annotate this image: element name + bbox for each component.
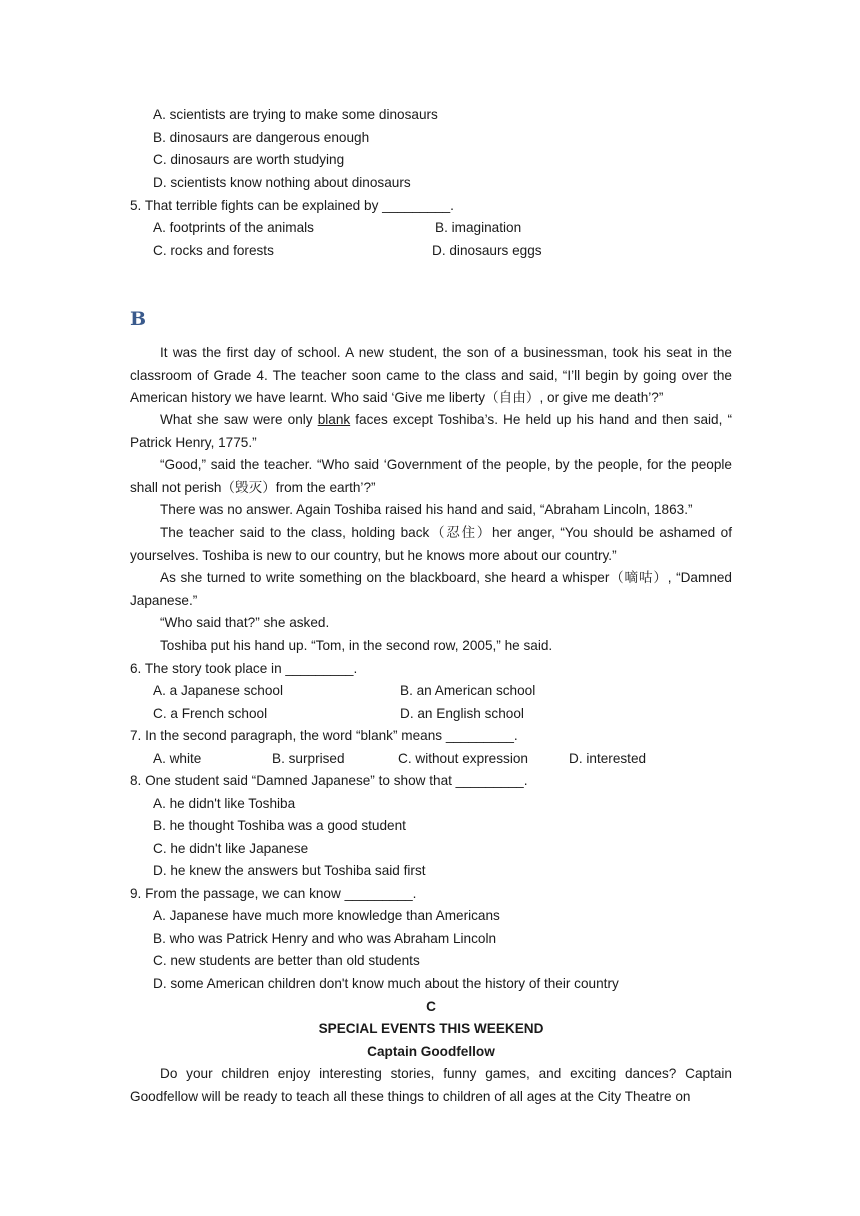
q8-option-d: D. he knew the answers but Toshiba said first bbox=[153, 863, 426, 878]
q7-option-b: B. surprised bbox=[272, 751, 345, 766]
q4-option-d: D. scientists know nothing about dinosaurs bbox=[153, 175, 411, 190]
section-c-title: SPECIAL EVENTS THIS WEEKEND bbox=[318, 1021, 544, 1036]
q8-option-c: C. he didn't like Japanese bbox=[153, 841, 309, 856]
q4-option-a: A. scientists are trying to make some dinosaurs bbox=[153, 107, 438, 122]
q5-option-b: B. imagination bbox=[435, 220, 522, 235]
q9-option-c: C. new students are better than old students bbox=[153, 953, 420, 968]
passage-b-paragraph-7: “Who said that?” she asked. bbox=[160, 615, 330, 630]
q6-option-d: D. an English school bbox=[400, 706, 524, 721]
q8-stem: 8. One student said “Damned Japanese” to show that _________. bbox=[130, 773, 528, 788]
q5-option-d: D. dinosaurs eggs bbox=[432, 243, 542, 258]
q9-option-a: A. Japanese have much more knowledge than Americans bbox=[153, 908, 500, 923]
q4-option-b: B. dinosaurs are dangerous enough bbox=[153, 130, 370, 145]
q6-option-c: C. a French school bbox=[153, 706, 268, 721]
q4-option-c: C. dinosaurs are worth studying bbox=[153, 152, 345, 167]
passage-b-paragraph-4: There was no answer. Again Toshiba raised his hand and said, “Abraham Lincoln, 1863.” bbox=[160, 502, 693, 517]
passage-b-paragraph-3: “Good,” said the teacher. “Who said ‘Government of the people, by the people, for the people shall not perish（毁灭）from the earth’?” bbox=[130, 457, 732, 495]
q8-option-b: B. he thought Toshiba was a good student bbox=[153, 818, 406, 833]
passage-b-paragraph-2 bbox=[130, 409, 732, 454]
passage-b-paragraph-8: Toshiba put his hand up. “Tom, in the second row, 2005,” he said. bbox=[160, 638, 553, 653]
q6-option-a: A. a Japanese school bbox=[153, 683, 283, 698]
underlined-word-blank: blank bbox=[317, 412, 351, 427]
q9-stem: 9. From the passage, we can know _________. bbox=[130, 886, 417, 901]
section-c-subtitle: Captain Goodfellow bbox=[367, 1044, 495, 1059]
q9-option-b: B. who was Patrick Henry and who was Abraham Lincoln bbox=[153, 931, 497, 946]
q7-option-c: C. without expression bbox=[398, 751, 528, 766]
q9-option-d: D. some American children don't know much about the history of their country bbox=[153, 976, 619, 991]
section-b-heading: B bbox=[130, 308, 147, 330]
q8-option-a: A. he didn't like Toshiba bbox=[153, 796, 296, 811]
q6-option-b: B. an American school bbox=[400, 683, 536, 698]
q5-option-c: C. rocks and forests bbox=[153, 243, 274, 258]
q7-stem: 7. In the second paragraph, the word “blank” means _________. bbox=[130, 728, 518, 743]
paragraph-2-text-end: faces except Toshiba’s. He held up his hand and then said, “ Patrick Henry, 1775.” bbox=[130, 412, 732, 450]
passage-b-paragraph-6: As she turned to write something on the blackboard, she heard a whisper（嘀咕）, “Damned Japanese.” bbox=[130, 570, 732, 608]
q5-option-a: A. footprints of the animals bbox=[153, 220, 314, 235]
q6-stem: 6. The story took place in _________. bbox=[130, 661, 358, 676]
passage-b-paragraph-1: It was the first day of school. A new student, the son of a businessman, took his seat in the classroom of Grade 4. The teacher soon came to the class and said, “I’ll begin by going over the American history we have learnt. Who said ‘Give me liberty（自由）, or give me death’?” bbox=[130, 345, 732, 406]
passage-c-paragraph-1: Do your children enjoy interesting stories, funny games, and exciting dances? Captain Goodfellow will be ready to teach all these things to children of all ages at the City Theatre on bbox=[130, 1066, 732, 1104]
q7-option-a: A. white bbox=[153, 751, 202, 766]
section-c-heading: C bbox=[426, 999, 436, 1014]
q5-stem: 5. That terrible fights can be explained by _________. bbox=[130, 198, 454, 213]
passage-b-paragraph-5: The teacher said to the class, holding back（忍住）her anger, “You should be ashamed of yourselves. Toshiba is new to our country, but he knows more about our country.” bbox=[130, 525, 732, 563]
paragraph-2-text-start: What she saw were only bbox=[160, 412, 318, 427]
q7-option-d: D. interested bbox=[569, 751, 647, 766]
